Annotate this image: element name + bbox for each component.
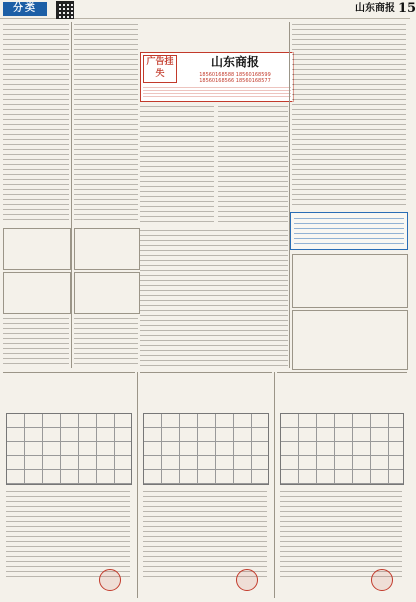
notice-title (4, 275, 70, 283)
legal-notice-title (140, 376, 272, 392)
page-number: 15 (398, 1, 416, 16)
legal-notice-title (3, 376, 135, 392)
paper-name: 山东商报 (355, 3, 395, 14)
notice-box (3, 272, 71, 314)
notice-box (292, 254, 408, 308)
text-column-4 (218, 104, 288, 222)
masthead (0, 0, 416, 19)
notice-title (75, 275, 139, 283)
date-line (245, 5, 355, 14)
text-column-1 (3, 22, 69, 222)
column-divider (274, 372, 275, 598)
legal-notice-table (280, 413, 404, 485)
column-text-lines (140, 104, 214, 222)
notice-box (292, 310, 408, 370)
notice-box (74, 272, 140, 314)
legal-notice-table (143, 413, 269, 485)
notice-box (74, 228, 140, 270)
text-column-2 (74, 22, 138, 222)
ad-title: 山东商报 (210, 55, 259, 69)
notice-title (293, 257, 407, 265)
official-seal-icon (99, 569, 121, 591)
notice-title (293, 313, 407, 321)
notice-title (4, 231, 70, 239)
column-text-lines (74, 22, 138, 222)
column-text-lines (3, 316, 69, 368)
legal-notice-2 (140, 372, 272, 599)
highlight-ad-text (294, 216, 404, 246)
legal-notice-body (280, 489, 402, 579)
highlight-ad-box (290, 212, 408, 250)
legal-notice-title (277, 376, 407, 392)
legal-notice-table (6, 413, 132, 485)
column-text-lines (6, 489, 130, 579)
text-column-2b (74, 316, 138, 368)
official-seal-icon (371, 569, 393, 591)
column-text-lines (280, 489, 402, 579)
column-divider (137, 372, 138, 598)
column-text-lines (143, 489, 267, 579)
ad-emblem: 广告挂失 (143, 55, 177, 83)
column-text-lines (74, 316, 138, 368)
text-column-5 (292, 22, 406, 208)
official-seal-icon (236, 569, 258, 591)
legal-notice-body (6, 489, 130, 579)
ad-phone-line-1: 18560168588 18560168599 (199, 72, 271, 78)
classified-ad-banner (140, 52, 294, 102)
text-column-3 (140, 104, 214, 222)
text-column-3b (140, 228, 288, 368)
legal-notice-body (143, 489, 267, 579)
column-text-lines (218, 104, 288, 222)
notice-title (75, 231, 139, 239)
text-column-1b (3, 316, 69, 368)
qr-code-icon (56, 1, 74, 19)
ad-smallprint (143, 86, 291, 99)
ad-phone-line-2: 18560168566 18560168577 (199, 78, 271, 84)
column-divider (71, 22, 72, 368)
column-text-lines (292, 22, 406, 208)
column-divider (289, 22, 290, 368)
legal-notice-1 (3, 372, 135, 599)
column-text-lines (140, 228, 288, 368)
legal-notice-3 (277, 372, 407, 599)
column-text-lines (3, 22, 69, 222)
section-tag: 分类 (3, 2, 47, 16)
notice-box (3, 228, 71, 270)
